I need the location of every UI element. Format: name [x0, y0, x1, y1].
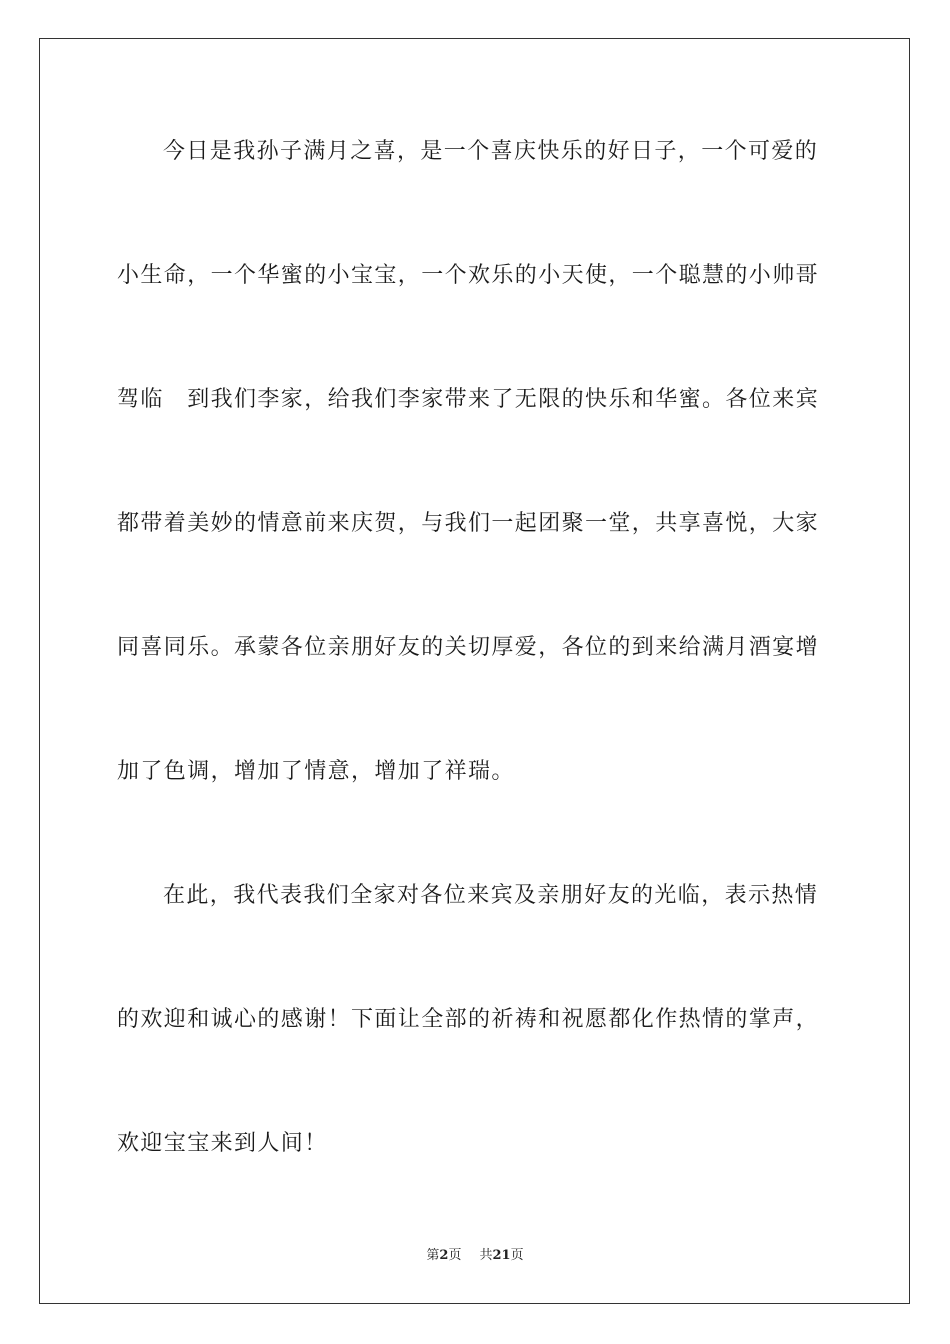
paragraph-1-line-4: 都带着美妙的情意前来庆贺，与我们一起团聚一堂，共享喜悦，大家	[117, 511, 820, 536]
paragraph-1-line-6: 加了色调，增加了情意，增加了祥瑞。	[117, 759, 515, 784]
paragraph-1-line-5: 同喜同乐。承蒙各位亲朋好友的关切厚爱，各位的到来给满月酒宴增	[117, 635, 820, 660]
page-frame	[39, 38, 910, 1304]
paragraph-2-line-2: 的欢迎和诚心的感谢！下面让全部的祈祷和祝愿都化作热情的掌声，	[117, 1007, 820, 1032]
footer-total-pages: 21	[492, 1248, 511, 1263]
footer-page-number: 2	[439, 1248, 449, 1263]
footer-page-prefix: 第	[426, 1248, 440, 1263]
footer-total-prefix: 共	[479, 1248, 493, 1263]
paragraph-2-line-3: 欢迎宝宝来到人间！	[117, 1131, 328, 1156]
paragraph-1-line-1: 今日是我孙子满月之喜，是一个喜庆快乐的好日子，一个可爱的	[163, 139, 819, 164]
paragraph-2-line-1: 在此，我代表我们全家对各位来宾及亲朋好友的光临，表示热情	[163, 883, 819, 908]
footer-total-suffix: 页	[510, 1248, 524, 1263]
footer-page-suffix: 页	[448, 1248, 462, 1263]
paragraph-1-line-2: 小生命，一个华蜜的小宝宝，一个欢乐的小天使，一个聪慧的小帅哥	[117, 263, 820, 288]
paragraph-1-line-3: 驾临 到我们李家，给我们李家带来了无限的快乐和华蜜。各位来宾	[117, 387, 820, 412]
page-footer	[0, 1247, 950, 1265]
